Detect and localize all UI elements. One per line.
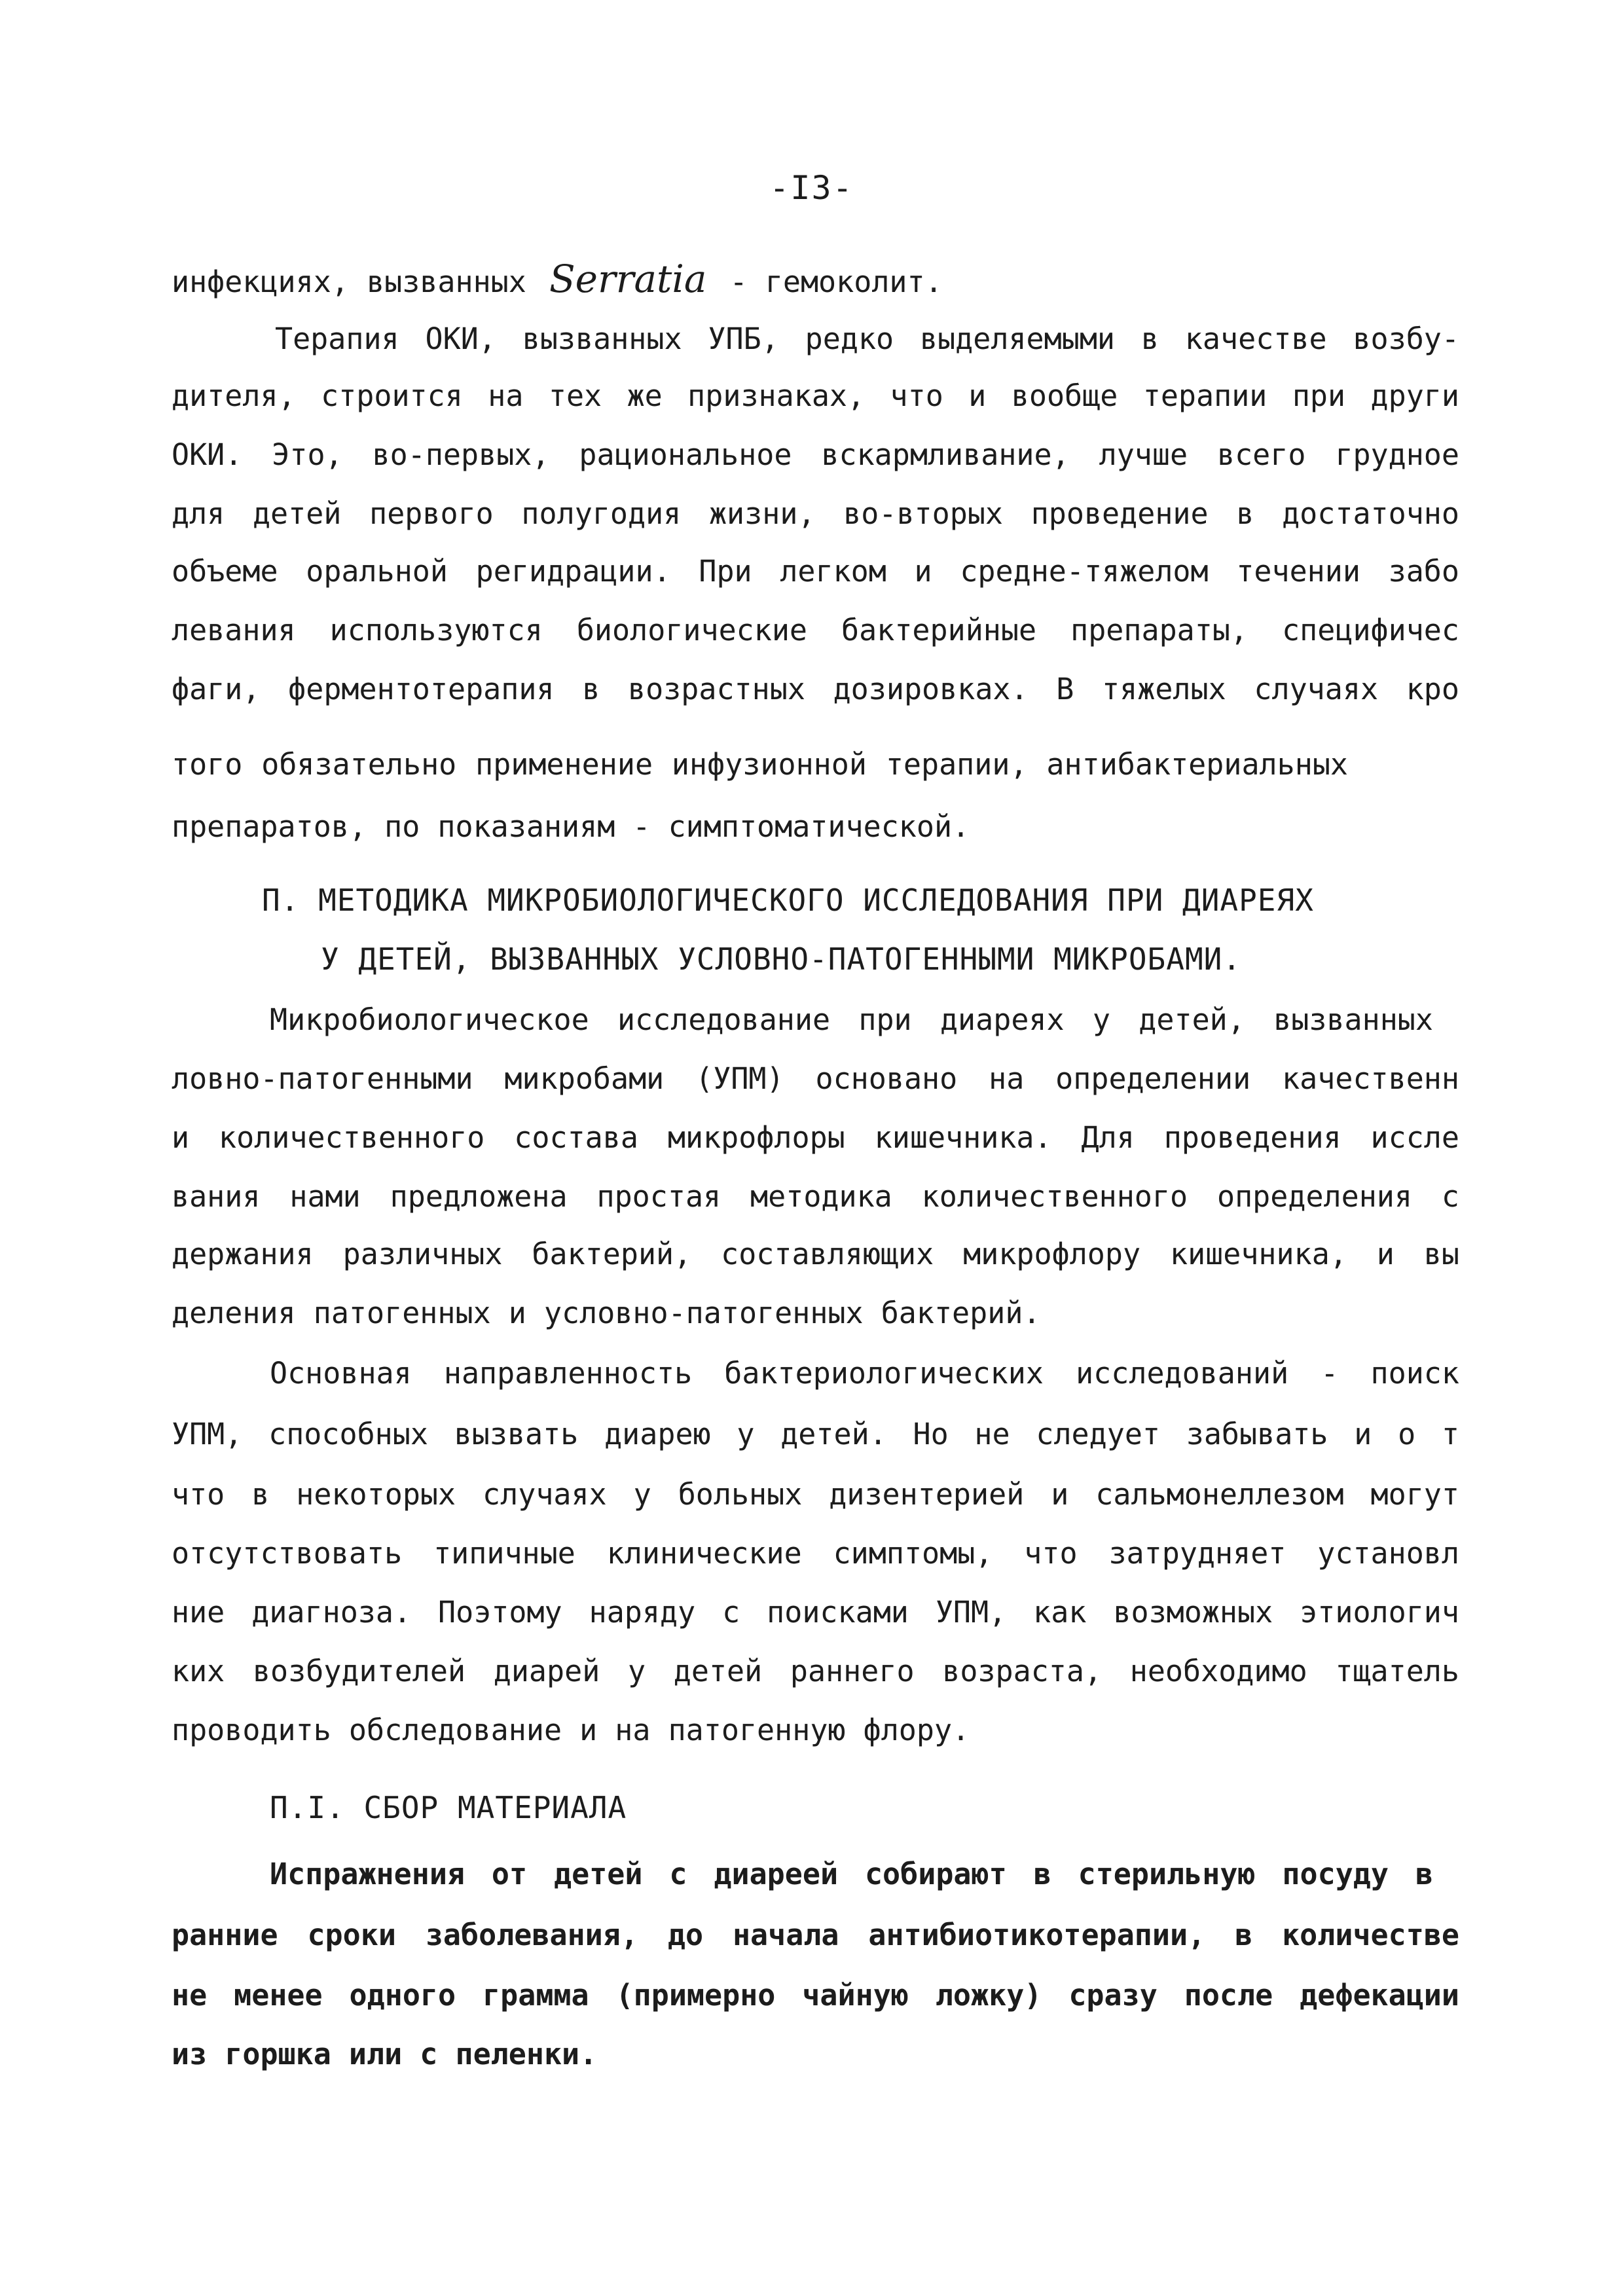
paragraph-3-line-4: отсутствовать типичные клинические симптомы, что затрудняет установл [172,1536,1459,1571]
paragraph-1-line-7: фаги, ферментотерапия в возрастных дозировках. В тяжелых случаях кро [172,672,1459,706]
paragraph-3-line-2: УПМ, способных вызвать диарею у детей. Но не следует забывать и о т [172,1417,1459,1451]
text-line-1 [172,257,1459,301]
subsection-heading: П.I. СБОР МАТЕРИАЛА [270,1790,627,1825]
paragraph-3-line-5: ние диагноза. Поэтому наряду с поисками УПМ, как возможных этиологич [172,1595,1459,1630]
paragraph-3-line-7: проводить обследование и на патогенную флору. [172,1713,970,1747]
paragraph-2-line-4: вания нами предложена простая методика количественного определения с [172,1179,1459,1214]
paragraph-2-line-2: ловно-патогенными микробами (УПМ) основано на определении качественн [172,1061,1459,1096]
paragraph-2-line-5: держания различных бактерий, составляющих микрофлору кишечника, и вы [172,1237,1459,1271]
section-heading-line-2: У ДЕТЕЙ, ВЫЗВАННЫХ УСЛОВНО-ПАТОГЕННЫМИ МИКРОБАМИ. [321,941,1242,977]
page-number: -I3- [769,169,854,207]
paragraph-1-line-9: препаратов, по показаниям - симптоматической. [172,809,970,844]
section-heading-line-1: П. МЕТОДИКА МИКРОБИОЛОГИЧЕСКОГО ИССЛЕДОВАНИЯ ПРИ ДИАРЕЯХ [262,883,1314,918]
paragraph-4-line-4: из горшка или с пеленки. [172,2037,598,2071]
paragraph-3-line-1: Основная направленность бактериологических исследований - поиск [270,1356,1459,1391]
paragraph-4-line-2: ранние сроки заболевания, до начала антибиотикотерапии, в количестве [172,1918,1459,1952]
paragraph-1-line-8: того обязательно применение инфузионной терапии, антибактериальных [172,747,1348,782]
paragraph-1-line-4: для детей первого полугодия жизни, во-вторых проведение в достаточно [172,496,1459,531]
handwritten-term: Serratia [549,257,707,301]
paragraph-4-line-1: Испражнения от детей с диареей собирают в стерильную посуду в [270,1857,1433,1891]
paragraph-1-line-6: левания используются биологические бактерийные препараты, специфичес [172,613,1459,647]
paragraph-2-line-6: деления патогенных и условно-патогенных бактерий. [172,1296,1041,1330]
paragraph-2-line-1: Микробиологическое исследование при диареях у детей, вызванных [270,1002,1433,1037]
text-line-1-end: - гемоколит. [729,264,943,299]
paragraph-2-line-3: и количественного состава микрофлоры кишечника. Для проведения иссле [172,1120,1459,1155]
paragraph-1-line-2: дителя, строится на тех же признаках, что и вообще терапии при други [172,378,1459,413]
paragraph-3-line-3: что в некоторых случаях у больных дизентерией и сальмонеллезом могут [172,1477,1459,1512]
text-line-1-start: инфекциях, вызванных [172,264,526,299]
paragraph-3-line-6: ких возбудителей диарей у детей раннего возраста, необходимо тщатель [172,1654,1459,1688]
paragraph-1-line-1: Терапия ОКИ, вызванных УПБ, редко выделяемыми в качестве возбу- [275,321,1459,356]
paragraph-1-line-3: ОКИ. Это, во-первых, рациональное вскармливание, лучше всего грудное [172,437,1459,472]
paragraph-4-line-3: не менее одного грамма (примерно чайную ложку) сразу после дефекации [172,1978,1459,2013]
paragraph-1-line-5: объеме оральной регидрации. При легком и средне-тяжелом течении забо [172,554,1459,589]
